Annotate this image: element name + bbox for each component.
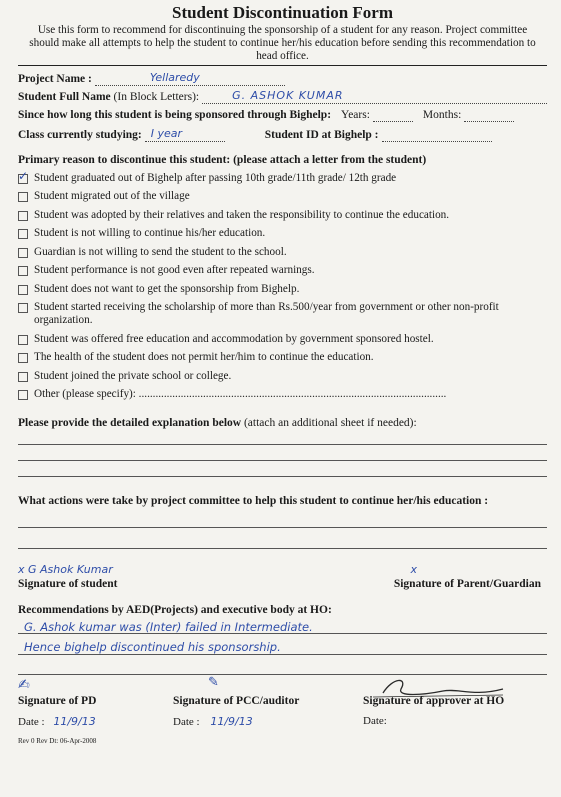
class-field[interactable] bbox=[145, 128, 225, 142]
checked-checkbox-icon[interactable] bbox=[18, 174, 28, 184]
pd-date-value: 11/9/13 bbox=[53, 715, 96, 728]
reason-text: Other (please specify): .............................................................................................................. bbox=[34, 388, 447, 400]
reason-option[interactable] bbox=[18, 333, 547, 346]
recommend-text-line2: Hence bighelp discontinued his sponsorship. bbox=[24, 640, 281, 654]
reason-text: Student migrated out of the village bbox=[34, 190, 190, 202]
reason-text: Student joined the private school or college. bbox=[34, 369, 232, 382]
reason-option[interactable] bbox=[18, 370, 547, 383]
reason-option[interactable] bbox=[18, 209, 547, 222]
years-label: Years: bbox=[341, 109, 370, 121]
explain-line[interactable] bbox=[18, 460, 547, 461]
checkbox-icon[interactable] bbox=[18, 192, 28, 202]
pcc-signature-icon: ✎ bbox=[208, 675, 219, 690]
checkbox-icon[interactable] bbox=[18, 285, 28, 295]
reason-text: Student does not want to get the sponsorship from Bighelp. bbox=[34, 282, 300, 295]
explain-line[interactable] bbox=[18, 476, 547, 477]
checkbox-icon[interactable] bbox=[18, 335, 28, 345]
reason-option[interactable] bbox=[18, 190, 547, 203]
sponsorship-duration-row bbox=[18, 108, 547, 122]
checkbox-icon[interactable] bbox=[18, 229, 28, 239]
years-field[interactable] bbox=[373, 108, 413, 122]
pcc-signature-label: Signature of PCC/auditor bbox=[173, 695, 300, 707]
since-label: Since how long this student is being sponsored through Bighelp: bbox=[18, 109, 332, 121]
approver-date-label: Date: bbox=[363, 715, 387, 727]
parent-signature-label: Signature of Parent/Guardian bbox=[393, 578, 541, 590]
checkbox-icon[interactable] bbox=[18, 372, 28, 382]
class-row bbox=[18, 128, 547, 142]
signature-values-row bbox=[18, 563, 547, 576]
project-name-field[interactable] bbox=[95, 72, 285, 86]
pd-date bbox=[18, 715, 96, 728]
recommend-text-line1: G. Ashok kumar was (Inter) failed in Intermediate. bbox=[24, 620, 313, 634]
explain-heading-text: Please provide the detailed explanation below bbox=[18, 417, 242, 429]
reason-option[interactable] bbox=[18, 264, 547, 277]
reason-option[interactable] bbox=[18, 172, 547, 185]
pd-signature-icon: ✍ bbox=[18, 677, 30, 693]
pd-signature-label: Signature of PD bbox=[18, 695, 97, 707]
actions-line[interactable] bbox=[18, 548, 547, 549]
pd-date-label: Date : bbox=[18, 716, 45, 728]
pcc-date-label: Date : bbox=[173, 716, 200, 728]
form-intro: Use this form to recommend for discontinuing the sponsorship of a student for any reason. Project committee should make all attempts to help the student to continue her/his education before sending this recommendation to head office. bbox=[29, 24, 536, 62]
student-id-label: Student ID at Bighelp : bbox=[264, 129, 379, 141]
student-name-label: Student Full Name bbox=[18, 91, 111, 103]
reason-text: Student was adopted by their relatives and taken the responsibility to continue the education. bbox=[34, 208, 450, 221]
student-signature: x G Ashok Kumar bbox=[18, 563, 113, 576]
student-id-field[interactable] bbox=[382, 128, 492, 142]
student-name-row bbox=[18, 90, 547, 104]
class-label: Class currently studying: bbox=[18, 129, 142, 141]
checkbox-icon[interactable] bbox=[18, 353, 28, 363]
class-value: I year bbox=[150, 127, 183, 140]
reason-text: Student started receiving the scholarship of more than Rs.500/year from government or other non-profit organization. bbox=[34, 301, 499, 326]
reason-option[interactable] bbox=[18, 283, 547, 296]
pcc-date-value: 11/9/13 bbox=[210, 715, 253, 728]
explain-heading bbox=[18, 417, 547, 429]
approver-signature-label: Signature of approver at HO bbox=[363, 695, 505, 707]
reason-text: Student performance is not good even after repeated warnings. bbox=[34, 264, 315, 276]
reason-option[interactable] bbox=[18, 388, 547, 401]
form-title: Student Discontinuation Form bbox=[171, 3, 394, 22]
approval-block bbox=[18, 675, 547, 737]
recommend-line[interactable] bbox=[18, 654, 547, 655]
checkbox-icon[interactable] bbox=[18, 390, 28, 400]
student-name-field[interactable] bbox=[202, 90, 547, 104]
signature-labels-row bbox=[18, 578, 547, 590]
reason-text: Student was offered free education and accommodation by government sponsored hostel. bbox=[34, 332, 434, 345]
parent-signature: x bbox=[410, 563, 417, 576]
project-name-value: Yellaredy bbox=[149, 71, 200, 84]
months-label: Months: bbox=[422, 109, 462, 121]
reason-option[interactable] bbox=[18, 227, 547, 240]
student-name-value: G. ASHOK KUMAR bbox=[232, 89, 344, 102]
student-signature-label: Signature of student bbox=[18, 578, 118, 590]
actions-line[interactable] bbox=[18, 527, 547, 528]
project-name-label: Project Name : bbox=[18, 73, 92, 85]
explain-line[interactable] bbox=[18, 444, 547, 445]
reason-option[interactable] bbox=[18, 246, 547, 259]
student-name-hint: (In Block Letters): bbox=[113, 91, 200, 103]
checkbox-icon[interactable] bbox=[18, 248, 28, 258]
reason-heading: Primary reason to discontinue this student: (please attach a letter from the student) bbox=[18, 154, 427, 166]
months-field[interactable] bbox=[464, 108, 514, 122]
reason-text: Student is not willing to continue his/her education. bbox=[34, 227, 266, 239]
reason-text: Student graduated out of Bighelp after passing 10th grade/11th grade/ 12th grade bbox=[34, 171, 397, 184]
explain-hint: (attach an additional sheet if needed): bbox=[243, 417, 417, 429]
reason-list bbox=[18, 172, 547, 402]
project-name-row bbox=[18, 72, 547, 86]
reason-text: The health of the student does not permit her/him to continue the education. bbox=[34, 351, 374, 363]
checkbox-icon[interactable] bbox=[18, 303, 28, 313]
reason-text: Guardian is not willing to send the student to the school. bbox=[34, 245, 287, 258]
recommend-heading: Recommendations by AED(Projects) and executive body at HO: bbox=[18, 604, 332, 616]
revision-footer: Rev 0 Rev Dt: 06-Apr-2008 bbox=[18, 737, 97, 745]
reason-option[interactable] bbox=[18, 351, 547, 364]
checkbox-icon[interactable] bbox=[18, 211, 28, 221]
reason-option[interactable] bbox=[18, 301, 547, 327]
checkbox-icon[interactable] bbox=[18, 266, 28, 276]
pcc-date bbox=[173, 715, 253, 728]
divider bbox=[18, 65, 547, 66]
actions-heading: What actions were take by project committee to help this student to continue her/his education : bbox=[18, 495, 489, 507]
recommend-lines bbox=[18, 618, 547, 660]
